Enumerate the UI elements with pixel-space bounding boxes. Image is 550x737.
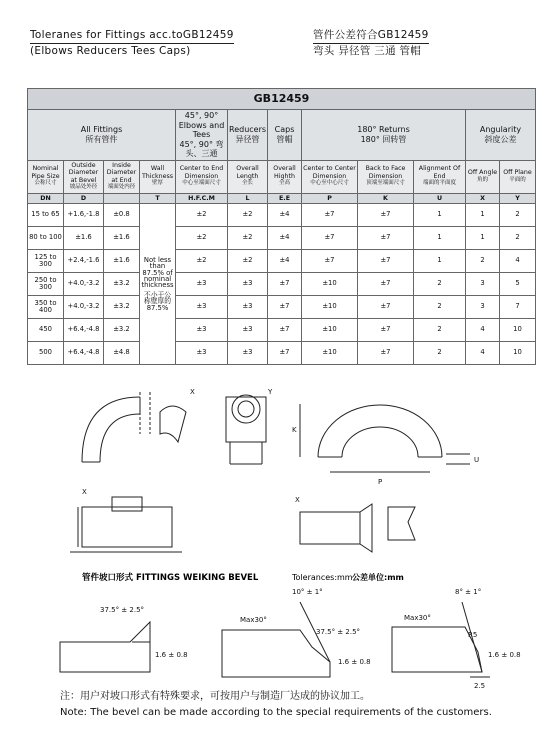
label-x-3: X — [295, 496, 300, 504]
table-cell-od: ±1.6 — [64, 227, 104, 250]
table-cell-id: ±4.8 — [104, 342, 140, 365]
table-cell-l: ±3 — [228, 342, 268, 365]
table-cell-y: 4 — [500, 250, 536, 273]
column-header — [64, 160, 104, 193]
table-cell-x: 3 — [466, 296, 500, 319]
table-cell-p: ±10 — [302, 296, 358, 319]
table-cell-p: ±10 — [302, 319, 358, 342]
tee-side-drawing — [70, 497, 182, 552]
column-header-en: Alignment Of End — [418, 165, 461, 180]
table-cell-p: ±7 — [302, 250, 358, 273]
elbow-90-drawing — [82, 392, 150, 462]
table-cell-ee: ±4 — [268, 250, 302, 273]
table-cell-l: ±2 — [228, 250, 268, 273]
column-header-cn: 角的 — [476, 176, 488, 183]
group-all-fittings — [28, 110, 176, 161]
table-row — [28, 319, 536, 342]
column-header-cn: 壁厚 — [151, 180, 163, 187]
column-header-cn: 端面处内径 — [107, 184, 136, 190]
column-header-cn: 平面的 — [509, 176, 526, 183]
label-y-1: Y — [268, 388, 273, 396]
table-cell-x: 3 — [466, 273, 500, 296]
column-header-en: Overall Length — [236, 165, 259, 180]
column-header-cn: 全长 — [241, 180, 253, 187]
group-returns — [302, 110, 466, 161]
column-header-en: Nominal Pipe Size — [31, 165, 60, 180]
bevel-2-drawing — [222, 602, 330, 677]
group-angularity — [466, 110, 536, 161]
elbow-45-drawing — [160, 406, 186, 442]
table-cell-od: +4.0,-3.2 — [64, 273, 104, 296]
table-cell-k: ±7 — [358, 250, 414, 273]
table-cell-hfcm: ±3 — [176, 319, 228, 342]
group-all-fittings-en: All Fittings — [80, 125, 123, 135]
table-cell-dn: 350 to 400 — [28, 296, 64, 319]
table-row — [28, 250, 536, 273]
table-cell-y: 2 — [500, 227, 536, 250]
group-returns-en: 180° Returns — [357, 125, 410, 135]
fitting-drawings — [0, 372, 550, 690]
header-left — [30, 28, 234, 59]
column-header-cn: 公称尺寸 — [34, 180, 57, 187]
table-cell-u: 1 — [414, 250, 466, 273]
column-header — [466, 160, 500, 193]
tolerances-caption-cn: 公差单位:mm — [352, 573, 404, 582]
bevel-1-drawing — [60, 622, 150, 672]
table-cell-x: 4 — [466, 342, 500, 365]
note-cn: 注：用户对坡口形式有特殊要求，可按用户与制造厂达成的协议加工。 — [60, 691, 370, 702]
table-cell-u: 2 — [414, 273, 466, 296]
column-header-en: Back to Face Dimension — [365, 165, 406, 180]
column-header-cn: 端面的平面度 — [422, 180, 456, 187]
column-header-en: Off Plane — [503, 169, 532, 176]
group-caps-cn: 管帽 — [276, 134, 293, 144]
label-x-2: X — [82, 488, 87, 496]
column-header — [358, 160, 414, 193]
table-cell-l: ±3 — [228, 319, 268, 342]
bevel2-top-angle: 10° ± 1° — [292, 588, 323, 596]
table-row — [28, 342, 536, 365]
bevel3-land: 1.6 ± 0.8 — [488, 651, 521, 659]
table-cell-p: ±7 — [302, 204, 358, 227]
table-cell-x: 1 — [466, 204, 500, 227]
column-symbol: DN — [28, 193, 64, 204]
column-header-en: Center to End Dimension — [179, 165, 224, 180]
group-reducers-cn: 异径管 — [235, 134, 260, 144]
table-cell-u: 2 — [414, 342, 466, 365]
table-cell-k: ±7 — [358, 273, 414, 296]
label-p: P — [378, 478, 383, 486]
column-header-cn: 坡品处外径 — [69, 184, 98, 190]
group-elbows-cn: 45°, 90° 弯头、三通 — [179, 139, 224, 158]
tolerances-caption: Tolerances:mm — [292, 573, 353, 582]
table-cell-u: 1 — [414, 204, 466, 227]
column-header — [228, 160, 268, 193]
group-reducers-en: Reducers — [229, 125, 267, 135]
bevel1-angle: 37.5° ± 2.5° — [100, 606, 145, 614]
table-cell-u: 1 — [414, 227, 466, 250]
table-row — [28, 296, 536, 319]
bevel3-max: Max30° — [404, 614, 431, 622]
column-header-cn: 中心至中心尺寸 — [310, 180, 349, 187]
table-cell-p: ±10 — [302, 273, 358, 296]
table-cell-id: ±3.2 — [104, 296, 140, 319]
table-cell-l: ±3 — [228, 273, 268, 296]
table-cell-hfcm: ±2 — [176, 227, 228, 250]
column-header-en: Inside Diameter at End — [106, 161, 137, 184]
column-header-en: Outside Diameter at Bevel — [68, 161, 99, 184]
table-cell-k: ±7 — [358, 204, 414, 227]
table-cell-k: ±7 — [358, 319, 414, 342]
table-cell-id: ±3.2 — [104, 273, 140, 296]
return-180-drawing — [300, 404, 470, 472]
table-cell-k: ±7 — [358, 342, 414, 365]
table-cell-hfcm: ±2 — [176, 204, 228, 227]
table-cell-dn: 250 to 300 — [28, 273, 64, 296]
table-cell-y: 10 — [500, 342, 536, 365]
group-elbows-en: 45°, 90° Elbows and Tees — [178, 111, 225, 139]
column-header-en: Center to Center Dimension — [303, 165, 356, 180]
table-cell-x: 4 — [466, 319, 500, 342]
table-row — [28, 273, 536, 296]
group-returns-cn: 180° 回转管 — [360, 134, 407, 144]
table-cell-ee: ±7 — [268, 342, 302, 365]
table-cell-ee: ±7 — [268, 296, 302, 319]
column-header — [176, 160, 228, 193]
table-cell-dn: 125 to 300 — [28, 250, 64, 273]
table-cell-u: 2 — [414, 319, 466, 342]
column-symbol — [104, 193, 140, 204]
table-cell-ee: ±4 — [268, 204, 302, 227]
wall-note-cn: 不小于公称壁厚的87.5% — [143, 291, 172, 312]
note-en: Note: The bevel can be made according to the special requirements of the customers. — [60, 707, 492, 718]
column-symbol: D — [64, 193, 104, 204]
label-x-1: X — [190, 388, 195, 396]
table-cell-ee: ±7 — [268, 319, 302, 342]
column-symbol: X — [466, 193, 500, 204]
column-symbol: Y — [500, 193, 536, 204]
table-cell-y: 10 — [500, 319, 536, 342]
tolerance-table — [27, 88, 535, 365]
column-symbol: U — [414, 193, 466, 204]
header-left-line1: Toleranes for Fittings acc.toGB12459 — [30, 28, 234, 44]
column-symbol: H.F.C.M — [176, 193, 228, 204]
header-left-line2: (Elbows Reducers Tees Caps) — [30, 45, 191, 57]
table-cell-x: 1 — [466, 227, 500, 250]
bevel3-top-angle: 8° ± 1° — [455, 588, 482, 596]
table-title: GB12459 — [28, 89, 536, 110]
group-reducers — [228, 110, 268, 161]
column-header — [140, 160, 176, 193]
table-row — [28, 204, 536, 227]
column-header — [104, 160, 140, 193]
table-cell-id: ±0.8 — [104, 204, 140, 227]
column-header-cn: 全高 — [278, 180, 290, 187]
table-cell-y: 7 — [500, 296, 536, 319]
table-cell-hfcm: ±3 — [176, 296, 228, 319]
column-symbol: K — [358, 193, 414, 204]
bevel2-max: Max30° — [240, 616, 267, 624]
wall-thickness-note — [140, 204, 176, 365]
column-symbol: L — [228, 193, 268, 204]
group-caps — [268, 110, 302, 161]
header-right-line1: 管件公差符合GB12459 — [313, 28, 429, 44]
label-u: U — [474, 456, 480, 464]
table-cell-k: ±7 — [358, 296, 414, 319]
table-cell-y: 2 — [500, 204, 536, 227]
table-cell-od: +4.0,-3.2 — [64, 296, 104, 319]
table-cell-ee: ±7 — [268, 273, 302, 296]
table-cell-id: ±1.6 — [104, 250, 140, 273]
column-symbol: E.E — [268, 193, 302, 204]
group-angularity-en: Angularity — [479, 125, 522, 135]
table-cell-dn: 15 to 65 — [28, 204, 64, 227]
column-header — [500, 160, 536, 193]
column-symbol: P — [302, 193, 358, 204]
table-cell-hfcm: ±3 — [176, 342, 228, 365]
bevel3-dim: 2.5 — [474, 682, 486, 690]
bevel-caption: 管件坡口形式 FITTINGS WEIKING BEVEL — [82, 573, 259, 583]
column-header-en: Overall Highth — [273, 165, 296, 180]
table-cell-od: +1.6,-1.8 — [64, 204, 104, 227]
reducer-drawing — [300, 504, 415, 552]
table-cell-id: ±3.2 — [104, 319, 140, 342]
group-all-fittings-cn: 所有管件 — [85, 134, 118, 144]
table-cell-hfcm: ±3 — [176, 273, 228, 296]
column-header — [28, 160, 64, 193]
header-right-line2: 弯头 异径管 三通 管帽 — [313, 45, 422, 57]
wall-note-en: Not less than 87.5% of nominal thickness — [141, 256, 174, 289]
tee-end-drawing — [226, 395, 266, 464]
table-cell-l: ±3 — [228, 296, 268, 319]
table-cell-l: ±2 — [228, 204, 268, 227]
column-header-cn: 中心至端面尺寸 — [182, 180, 221, 187]
table-cell-p: ±7 — [302, 227, 358, 250]
group-angularity-cn: 斜度公差 — [484, 134, 517, 144]
column-header-en: Wall Thickness — [141, 165, 174, 180]
column-symbol: T — [140, 193, 176, 204]
group-caps-en: Caps — [274, 125, 295, 135]
header-right — [313, 28, 429, 59]
table-cell-y: 5 — [500, 273, 536, 296]
column-header — [302, 160, 358, 193]
bevel3-radius: R5 — [468, 631, 478, 639]
bevel2-land: 1.6 ± 0.8 — [338, 658, 371, 666]
table-cell-hfcm: ±2 — [176, 250, 228, 273]
table-cell-dn: 80 to 100 — [28, 227, 64, 250]
table-cell-p: ±10 — [302, 342, 358, 365]
table-cell-ee: ±4 — [268, 227, 302, 250]
table-row — [28, 227, 536, 250]
column-header-en: Off Angle — [467, 169, 498, 176]
table-cell-k: ±7 — [358, 227, 414, 250]
table-cell-dn: 450 — [28, 319, 64, 342]
bevel2-angle: 37.5° ± 2.5° — [316, 628, 361, 636]
table-cell-u: 2 — [414, 296, 466, 319]
bevel1-land: 1.6 ± 0.8 — [155, 651, 188, 659]
table-cell-x: 2 — [466, 250, 500, 273]
table-cell-dn: 500 — [28, 342, 64, 365]
table-cell-od: +2.4,-1.6 — [64, 250, 104, 273]
column-header-cn: 顶端至端面尺寸 — [366, 180, 405, 187]
group-elbows — [176, 110, 228, 161]
column-header — [268, 160, 302, 193]
label-k: K — [292, 426, 297, 434]
table-cell-od: +6.4,-4.8 — [64, 319, 104, 342]
table-cell-l: ±2 — [228, 227, 268, 250]
table-cell-od: +6.4,-4.8 — [64, 342, 104, 365]
column-header — [414, 160, 466, 193]
table-cell-id: ±1.6 — [104, 227, 140, 250]
